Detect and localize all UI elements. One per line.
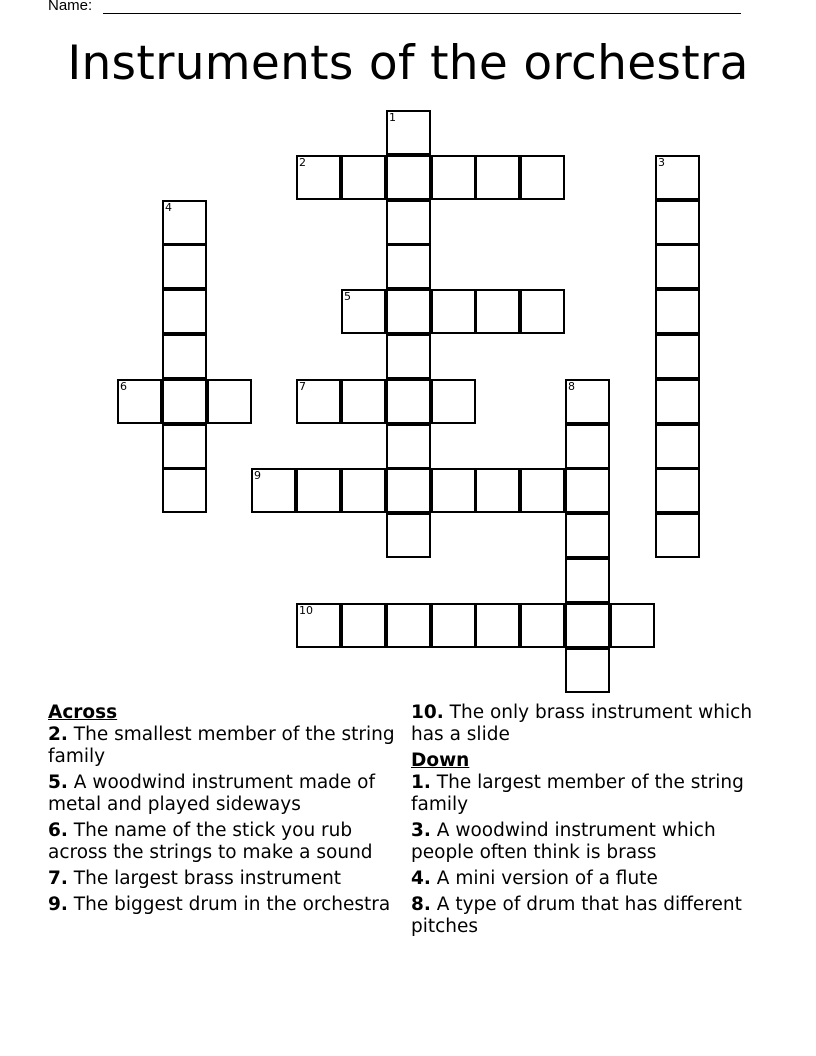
down-clue-list [411, 772, 756, 938]
clue-text: The largest member of the string family [411, 772, 744, 815]
clue-number-label: 8 [568, 380, 575, 393]
crossword-cell[interactable] [386, 603, 431, 648]
crossword-cell[interactable] [565, 648, 610, 693]
crossword-cell[interactable] [655, 468, 700, 513]
clue-number-label: 4 [165, 201, 172, 214]
across-clue [48, 820, 408, 864]
crossword-cell[interactable] [386, 200, 431, 245]
crossword-cell[interactable] [655, 513, 700, 558]
crossword-cell[interactable] [296, 468, 341, 513]
crossword-cell[interactable] [565, 379, 610, 424]
crossword-cell[interactable] [386, 424, 431, 469]
clues-left-column [48, 702, 408, 920]
clue-number: 7. [48, 868, 68, 889]
clue-number-label: 5 [344, 290, 351, 303]
clue-text: A type of drum that has different pitches [411, 894, 742, 937]
crossword-cell[interactable] [162, 200, 207, 245]
down-clue [411, 894, 756, 938]
crossword-cell[interactable] [565, 558, 610, 603]
clue-number: 5. [48, 772, 68, 793]
clue-text: The name of the stick you rub across the strings to make a sound [48, 820, 373, 863]
clue-number: 9. [48, 894, 68, 915]
crossword-cell[interactable] [565, 513, 610, 558]
crossword-cell[interactable] [520, 155, 565, 200]
across-clue-list [48, 724, 408, 916]
clue-number: 1. [411, 772, 431, 793]
down-clue [411, 772, 756, 816]
crossword-cell[interactable] [341, 155, 386, 200]
crossword-cell[interactable] [162, 468, 207, 513]
clue-text: The largest brass instrument [73, 868, 342, 889]
crossword-cell[interactable] [386, 334, 431, 379]
across-heading: Across [48, 702, 118, 723]
crossword-cell[interactable] [386, 289, 431, 334]
crossword-cell[interactable] [655, 155, 700, 200]
clue-number-label: 1 [389, 111, 396, 124]
crossword-cell[interactable] [296, 155, 341, 200]
crossword-cell[interactable] [386, 513, 431, 558]
down-clue [411, 820, 756, 864]
crossword-cell[interactable] [655, 379, 700, 424]
crossword-cell[interactable] [431, 155, 476, 200]
crossword-cell[interactable] [475, 468, 520, 513]
crossword-cell[interactable] [207, 379, 252, 424]
crossword-cell[interactable] [386, 155, 431, 200]
name-label: Name: [48, 0, 93, 14]
clue-number: 10. [411, 702, 444, 723]
clue-text: A woodwind instrument which people often think is brass [411, 820, 716, 863]
crossword-cell[interactable] [520, 603, 565, 648]
across-clue [48, 772, 408, 816]
crossword-cell[interactable] [117, 379, 162, 424]
down-heading: Down [411, 750, 470, 771]
clue-number-label: 10 [299, 604, 313, 617]
clue-number-label: 6 [120, 380, 127, 393]
crossword-cell[interactable] [565, 603, 610, 648]
crossword-cell[interactable] [386, 110, 431, 155]
crossword-cell[interactable] [475, 603, 520, 648]
page-title: Instruments of the orchestra [67, 36, 749, 91]
crossword-cell[interactable] [386, 244, 431, 289]
clues-right-column [411, 702, 756, 942]
crossword-cell[interactable] [162, 424, 207, 469]
crossword-cell[interactable] [565, 424, 610, 469]
crossword-cell[interactable] [386, 379, 431, 424]
crossword-cell[interactable] [655, 244, 700, 289]
crossword-cell[interactable] [520, 468, 565, 513]
crossword-cell[interactable] [341, 603, 386, 648]
clue-number: 4. [411, 868, 431, 889]
crossword-cell[interactable] [431, 468, 476, 513]
clue-number-label: 2 [299, 156, 306, 169]
crossword-cell[interactable] [610, 603, 655, 648]
crossword-cell[interactable] [162, 379, 207, 424]
crossword-cell[interactable] [341, 468, 386, 513]
crossword-cell[interactable] [431, 379, 476, 424]
clue-number: 6. [48, 820, 68, 841]
crossword-cell[interactable] [520, 289, 565, 334]
crossword-cell[interactable] [475, 289, 520, 334]
crossword-cell[interactable] [655, 200, 700, 245]
crossword-cell[interactable] [655, 424, 700, 469]
crossword-cell[interactable] [162, 244, 207, 289]
across-clue [411, 702, 756, 746]
crossword-cell[interactable] [655, 289, 700, 334]
crossword-cell[interactable] [162, 289, 207, 334]
across-clue [48, 894, 408, 916]
crossword-cell[interactable] [341, 379, 386, 424]
crossword-cell[interactable] [162, 334, 207, 379]
clue-text: The smallest member of the string family [48, 724, 395, 767]
crossword-cell[interactable] [565, 468, 610, 513]
clue-number-label: 9 [254, 469, 261, 482]
across-clue [48, 724, 408, 768]
clue-number: 2. [48, 724, 68, 745]
clue-text: A woodwind instrument made of metal and played sideways [48, 772, 376, 815]
crossword-cell[interactable] [386, 468, 431, 513]
clue-number-label: 3 [658, 156, 665, 169]
crossword-cell[interactable] [296, 603, 341, 648]
crossword-cell[interactable] [341, 289, 386, 334]
clue-number: 8. [411, 894, 431, 915]
crossword-cell[interactable] [475, 155, 520, 200]
down-clue [411, 868, 756, 890]
across-clue-list-continued [411, 702, 756, 746]
clue-number-label: 7 [299, 380, 306, 393]
across-clue [48, 868, 408, 890]
crossword-cell[interactable] [296, 379, 341, 424]
crossword-cell[interactable] [431, 603, 476, 648]
clue-number: 3. [411, 820, 431, 841]
clue-text: The biggest drum in the orchestra [73, 894, 391, 915]
crossword-cell[interactable] [655, 334, 700, 379]
crossword-cell[interactable] [251, 468, 296, 513]
clue-text: A mini version of a flute [436, 868, 658, 889]
crossword-cell[interactable] [431, 289, 476, 334]
clue-text: The only brass instrument which has a slide [411, 702, 753, 745]
